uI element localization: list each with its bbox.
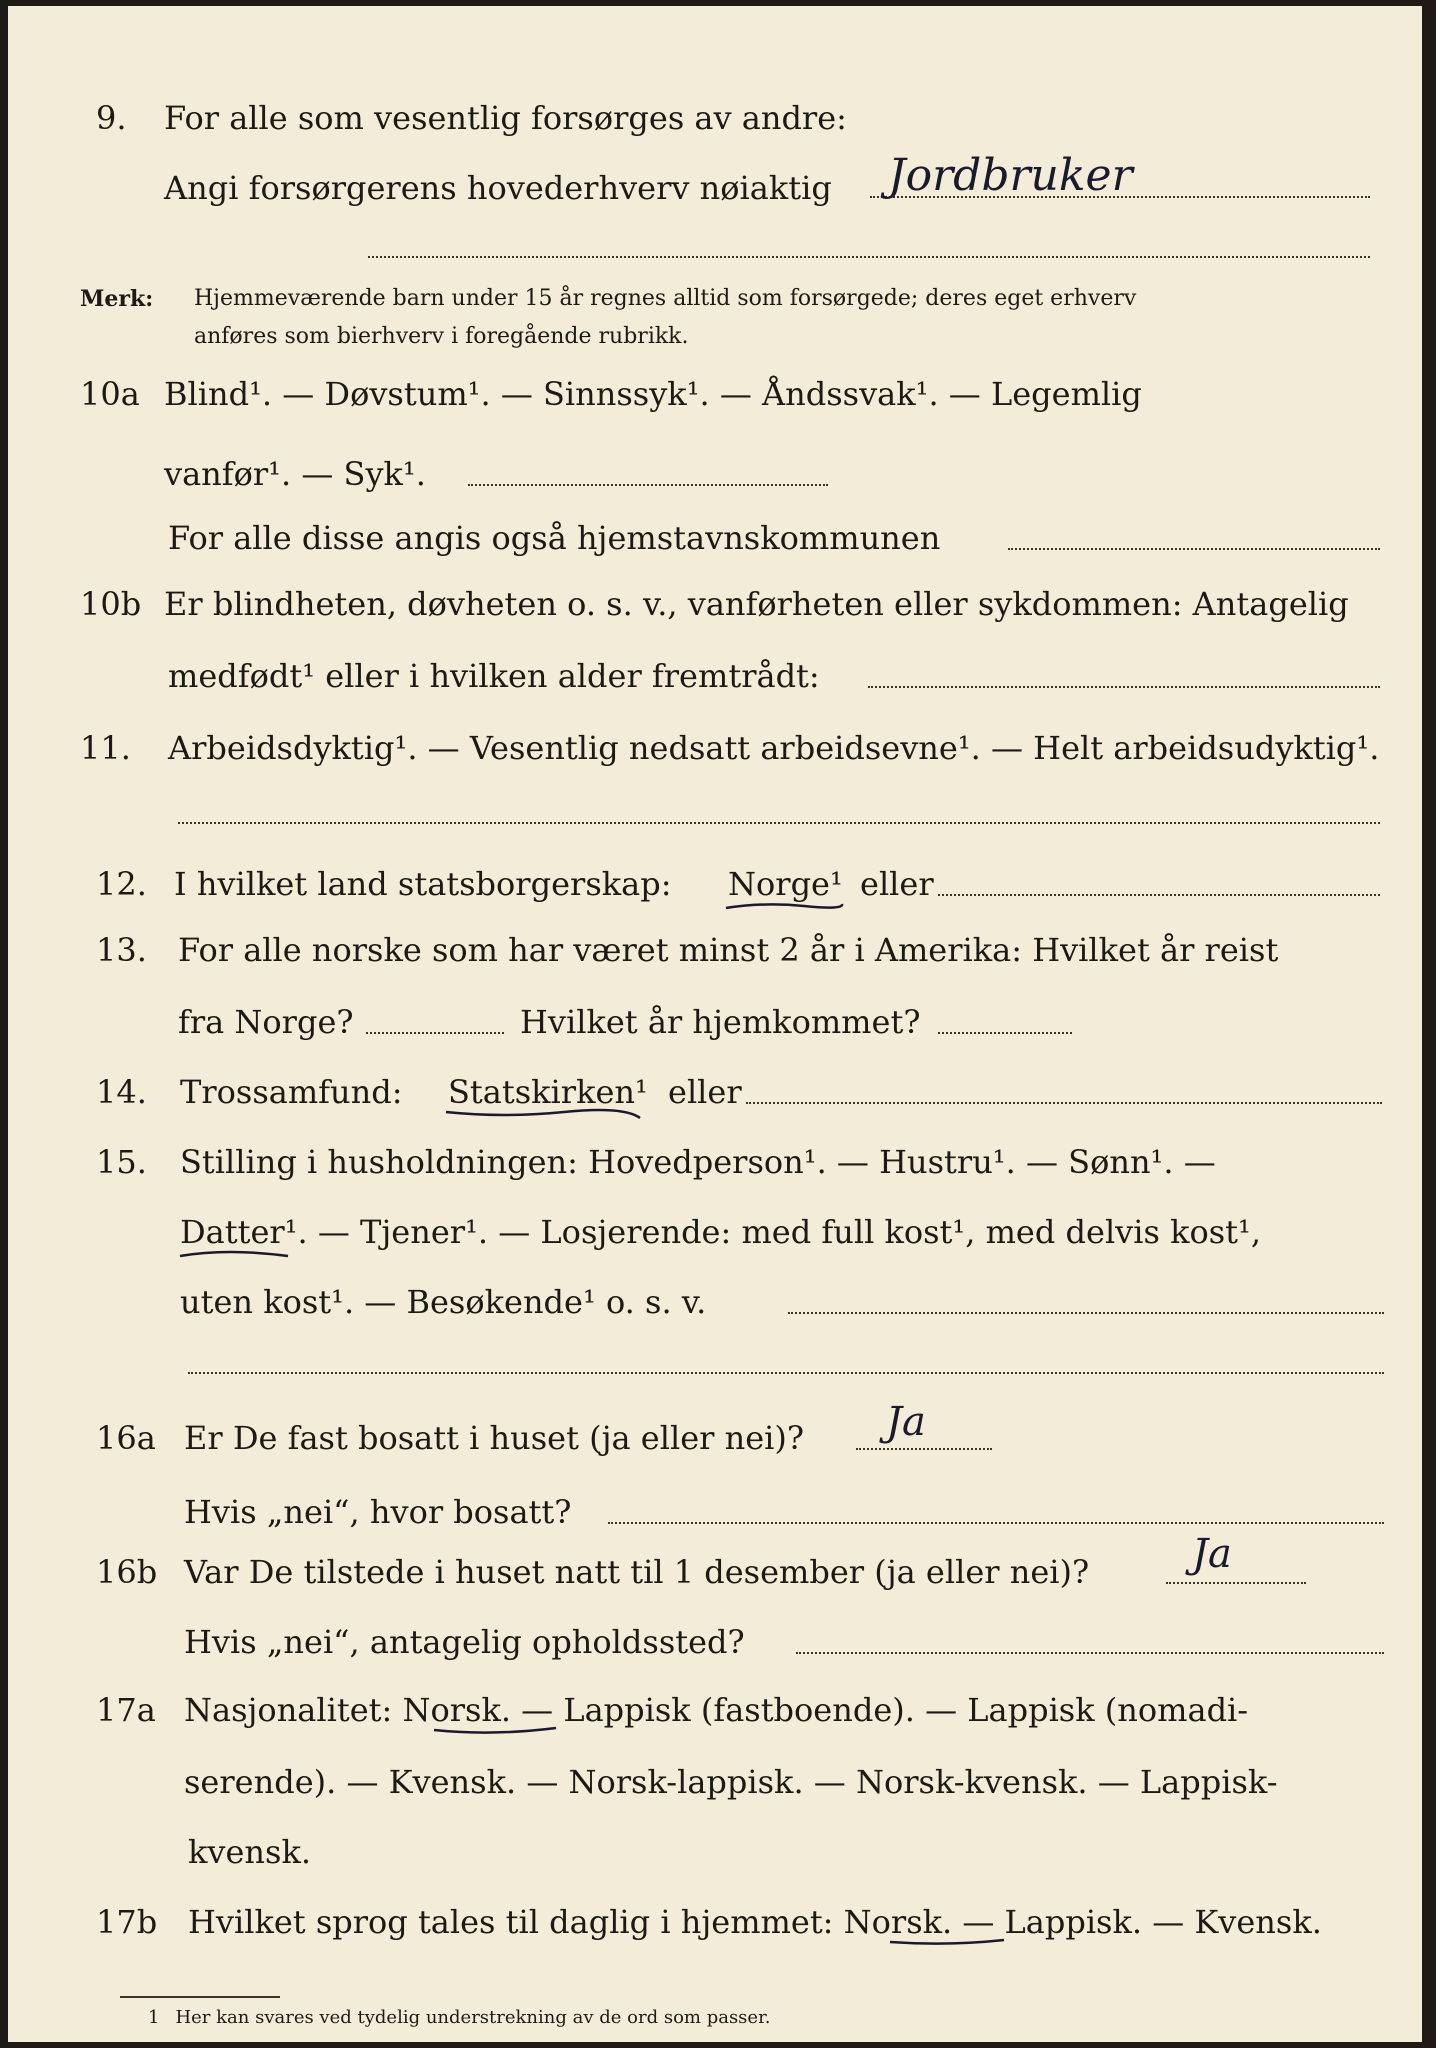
q13-dotted-line-1 (366, 1032, 504, 1034)
q17b-underline-mark (888, 1934, 1008, 1950)
q9-handwritten-answer: Jordbruker (888, 150, 1133, 201)
footnote-text: 1 Her kan svares ved tydelig understrekning av de ord som passer. (148, 2007, 771, 2028)
q10b-dotted-line (868, 686, 1380, 688)
q14-number: 14. (96, 1073, 147, 1111)
q17a-number: 17a (96, 1691, 156, 1729)
q13-number: 13. (96, 931, 147, 969)
q11-line1: Arbeidsdyktig¹. — Vesentlig nedsatt arbeidsevne¹. — Helt arbeidsudyktig¹. (168, 729, 1380, 767)
q10a-dotted-line (468, 484, 828, 486)
q10a-line2: vanfør¹. — Syk¹. (164, 455, 426, 493)
footnote-rule (120, 1996, 280, 1998)
q15-number: 15. (96, 1143, 147, 1181)
q15-line1: Stilling i husholdningen: Hovedperson¹. — Hustru¹. — Sønn¹. — (180, 1143, 1216, 1181)
q14-text: Trossamfund: (180, 1073, 403, 1111)
q14-eller: eller (668, 1073, 742, 1111)
q15-dotted-line-2 (188, 1372, 1384, 1374)
q16b-line1: Var De tilstede i huset natt til 1 desember (ja eller nei)? (184, 1553, 1090, 1591)
q12-option-norge: Norge¹ (728, 865, 843, 903)
q12-text: I hvilket land statsborgerskap: (174, 865, 672, 903)
note-line2: anføres som bierhverv i foregående rubrikk. (194, 324, 689, 349)
q16a-dotted-line-2 (608, 1522, 1384, 1524)
q10b-line1: Er blindheten, døvheten o. s. v., vanførheten eller sykdommen: Antagelig (164, 585, 1349, 623)
q16b-line2: Hvis „nei“, antagelig opholdssted? (184, 1623, 745, 1661)
q12-number: 12. (96, 865, 147, 903)
q16b-dotted-line-2 (796, 1652, 1384, 1654)
q17a-line2: serende). — Kvensk. — Norsk-lappisk. — Norsk-kvensk. — Lappisk- (184, 1763, 1278, 1801)
q16a-line1: Er De fast bosatt i huset (ja eller nei)? (184, 1419, 805, 1457)
q10b-number: 10b (80, 585, 142, 623)
q9-number: 9. (96, 99, 127, 137)
census-form-page (8, 6, 1422, 2042)
q10a-number: 10a (80, 375, 140, 413)
q15-underline-mark (178, 1246, 298, 1262)
q9-line2: Angi forsørgerens hovederhverv nøiaktig (164, 169, 832, 207)
q13-prefix: fra Norge? (178, 1003, 354, 1041)
q16b-handwritten-answer: Ja (1192, 1531, 1232, 1577)
q12-eller: eller (860, 865, 934, 903)
q17a-line1: Nasjonalitet: Norsk. — Lappisk (fastboende). — Lappisk (nomadi- (184, 1691, 1249, 1729)
note-label: Merk: (80, 286, 154, 312)
q10a-dotted-line-2 (1008, 548, 1380, 550)
q11-dotted-line (178, 822, 1380, 824)
q9-line1: For alle som vesentlig forsørges av andre: (164, 99, 847, 137)
q15-line3: uten kost¹. — Besøkende¹ o. s. v. (180, 1283, 707, 1321)
q14-underline-mark (444, 1104, 644, 1124)
q10a-line3: For alle disse angis også hjemstavnskommunen (168, 519, 941, 557)
q14-dotted-line (746, 1102, 1382, 1104)
note-line1: Hjemmeværende barn under 15 år regnes alltid som forsørgede; deres eget erhverv (194, 286, 1137, 311)
q17a-underline-mark (432, 1722, 562, 1740)
q13-line1: For alle norske som har været minst 2 år i Amerika: Hvilket år reist (178, 931, 1279, 969)
q17a-line3: kvensk. (188, 1833, 311, 1871)
q13-question2: Hvilket år hjemkommet? (520, 1003, 921, 1041)
q16b-dotted-line (1166, 1582, 1306, 1584)
q10a-line1: Blind¹. — Døvstum¹. — Sinnssyk¹. — Åndssvak¹. — Legemlig (164, 375, 1142, 413)
q17b-line1: Hvilket sprog tales til daglig i hjemmet: Norsk. — Lappisk. — Kvensk. (188, 1903, 1322, 1941)
q9-dotted-line-2 (368, 256, 1370, 258)
q16a-handwritten-answer: Ja (886, 1399, 926, 1445)
q10b-line2: medfødt¹ eller i hvilken alder fremtrådt: (168, 657, 820, 695)
q13-dotted-line-2 (938, 1032, 1072, 1034)
q16a-line2: Hvis „nei“, hvor bosatt? (184, 1493, 572, 1531)
q16b-number: 16b (96, 1553, 158, 1591)
q15-dotted-line (788, 1312, 1384, 1314)
q16a-number: 16a (96, 1419, 156, 1457)
q14-option-statskirken: Statskirken¹ (448, 1073, 648, 1111)
q12-underline-mark (724, 898, 844, 914)
q15-line2: Datter¹. — Tjener¹. — Losjerende: med full kost¹, med delvis kost¹, (180, 1213, 1262, 1251)
q11-number: 11. (80, 729, 131, 767)
q12-dotted-line (938, 894, 1380, 896)
q16a-dotted-line (856, 1448, 992, 1450)
q17b-number: 17b (96, 1903, 158, 1941)
